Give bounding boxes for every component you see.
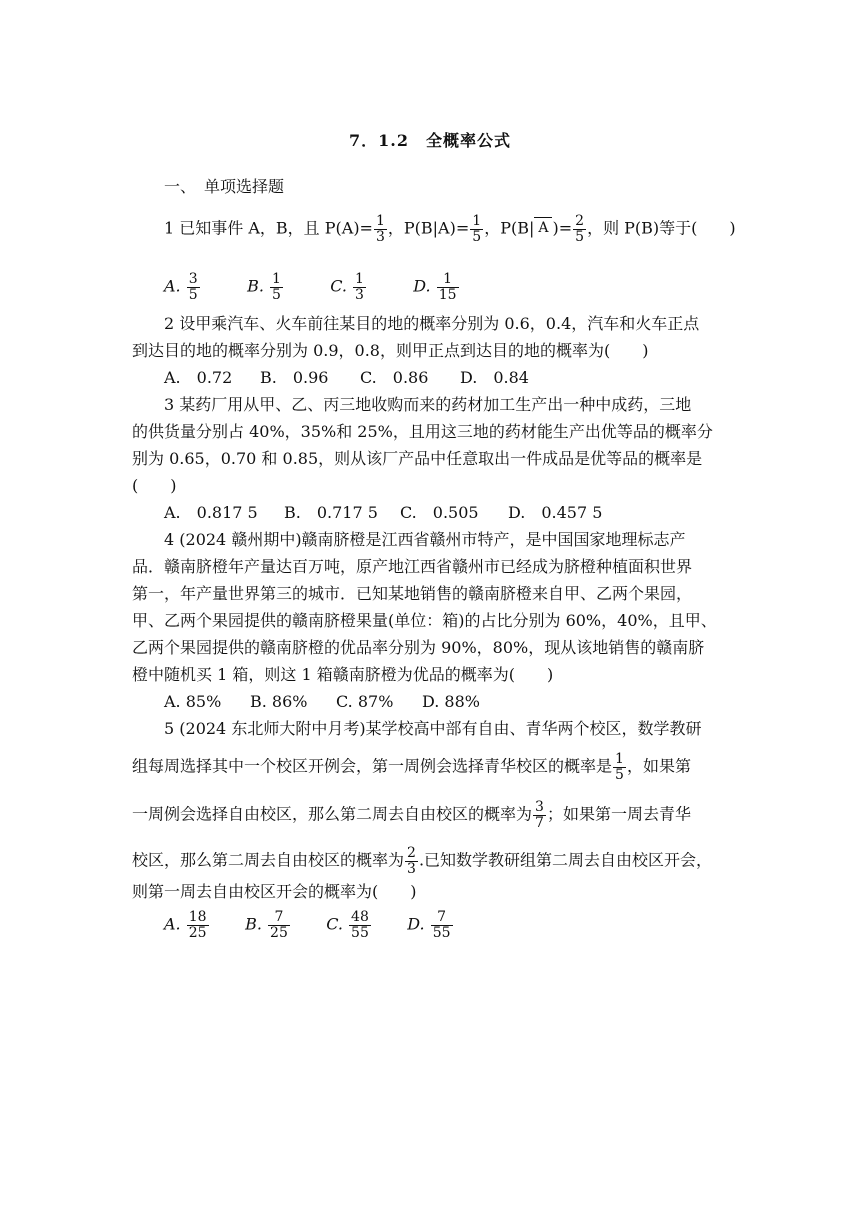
question-4-line-3: 第一，年产量世界第三的城市．已知某地销售的赣南脐橙来自甲、乙两个果园，: [132, 584, 693, 603]
question-5-line-1: 5 (2024 东北师大附中月考)某学校高中部有自由、青华两个校区，数学教研: [164, 719, 702, 738]
option-c[interactable]: C. 0.505: [400, 503, 479, 522]
option-c[interactable]: C. $\frac{48}{55}$: [326, 909, 369, 941]
fraction: $\frac{3}{7}$: [535, 799, 544, 831]
question-1-stem: 1 已知事件 A，B，且 P(A)= $\frac{1}{3}$ ，P(B|A)= $\frac{1}{5}$ ，P(B| A )= $\frac{2}{5}$ ，则 P(B)等于( ): [164, 213, 736, 245]
option-b[interactable]: B. 0.96: [260, 368, 329, 387]
option-a[interactable]: A. 0.817 5: [164, 503, 258, 522]
fraction: $\frac{1}{5}$: [472, 213, 482, 245]
option-a[interactable]: A. 85%: [164, 692, 222, 711]
section-heading: 一、 单项选择题: [164, 177, 285, 196]
option-c[interactable]: C. $\frac{1}{3}$: [330, 271, 364, 303]
question-3-line-3: 别为 0.65，0.70 和 0.85，则从该厂产品中任意取出一件成品是优等品的概率是: [132, 449, 703, 468]
question-2-options: [164, 368, 764, 388]
question-5-line-2: 组每周选择其中一个校区开例会，第一周例会选择青华校区的概率是 $\frac{1}{5}$ ，如果第: [132, 751, 691, 783]
question-4-line-2: 品．赣南脐橙年产量达百万吨，原产地江西省赣州市已经成为脐橙种植面积世界: [132, 557, 693, 576]
question-3-line-1: 3 某药厂用从甲、乙、丙三地收购而来的药材加工生产出一种中成药，三地: [164, 395, 692, 414]
option-d[interactable]: D. $\frac{1}{15}$: [413, 271, 457, 303]
question-1-options: [164, 272, 764, 302]
question-3-options: [164, 503, 764, 523]
fraction: $\frac{2}{3}$: [407, 845, 416, 877]
question-4-line-5: 乙两个果园提供的赣南脐橙的优品率分别为 90%，80%，现从该地销售的赣南脐: [132, 638, 705, 657]
fraction: $\frac{1}{3}$: [375, 213, 385, 245]
fraction: $\frac{2}{5}$: [575, 213, 585, 245]
option-a[interactable]: A. 0.72: [164, 368, 233, 387]
option-a[interactable]: A. $\frac{3}{5}$: [164, 271, 198, 303]
question-4-options: [164, 692, 764, 712]
question-4-line-1: 4 (2024 赣州期中)赣南脐橙是江西省赣州市特产，是中国国家地理标志产: [164, 530, 686, 549]
question-2-line-2: 到达目的地的概率分别为 0.9，0.8，则甲正点到达目的地的概率为( ): [132, 341, 649, 360]
option-d[interactable]: D. 0.457 5: [508, 503, 603, 522]
question-3-line-2: 的供货量分别占 40%，35%和 25%，且用这三地的药材能生产出优等品的概率分: [132, 422, 713, 441]
complement-a: A: [534, 217, 552, 238]
question-5-line-5: 则第一周去自由校区开会的概率为( ): [132, 882, 417, 901]
option-b[interactable]: B. $\frac{1}{5}$: [247, 271, 281, 303]
question-3-line-4: ( ): [132, 476, 177, 495]
page-title: 7．1.2 全概率公式: [349, 131, 511, 150]
option-c[interactable]: C. 87%: [336, 692, 394, 711]
fraction: $\frac{1}{5}$: [615, 751, 624, 783]
option-d[interactable]: D. 0.84: [460, 368, 529, 387]
question-5-line-4: 校区，那么第二周去自由校区的概率为 $\frac{2}{3}$ .已知数学教研组第二周去自由校区开会，: [132, 845, 713, 877]
option-b[interactable]: B. $\frac{7}{25}$: [245, 909, 288, 941]
question-5-line-3: 一周例会选择自由校区，那么第二周去自由校区的概率为 $\frac{3}{7}$ ；如果第一周去青华: [132, 799, 691, 831]
option-c[interactable]: C. 0.86: [360, 368, 429, 387]
question-4-line-4: 甲、乙两个果园提供的赣南脐橙果量(单位：箱)的占比分别为 60%，40%，且甲、: [132, 611, 717, 630]
option-d[interactable]: D. 88%: [422, 692, 480, 711]
question-5-options: [164, 910, 764, 940]
question-4-line-6: 橙中随机买 1 箱，则这 1 箱赣南脐橙为优品的概率为( ): [132, 665, 554, 684]
option-d[interactable]: D. $\frac{7}{55}$: [407, 909, 451, 941]
option-a[interactable]: A. $\frac{18}{25}$: [164, 909, 207, 941]
option-b[interactable]: B. 86%: [250, 692, 308, 711]
question-2-line-1: 2 设甲乘汽车、火车前往某目的地的概率分别为 0.6，0.4，汽车和火车正点: [164, 314, 700, 333]
option-b[interactable]: B. 0.717 5: [284, 503, 378, 522]
